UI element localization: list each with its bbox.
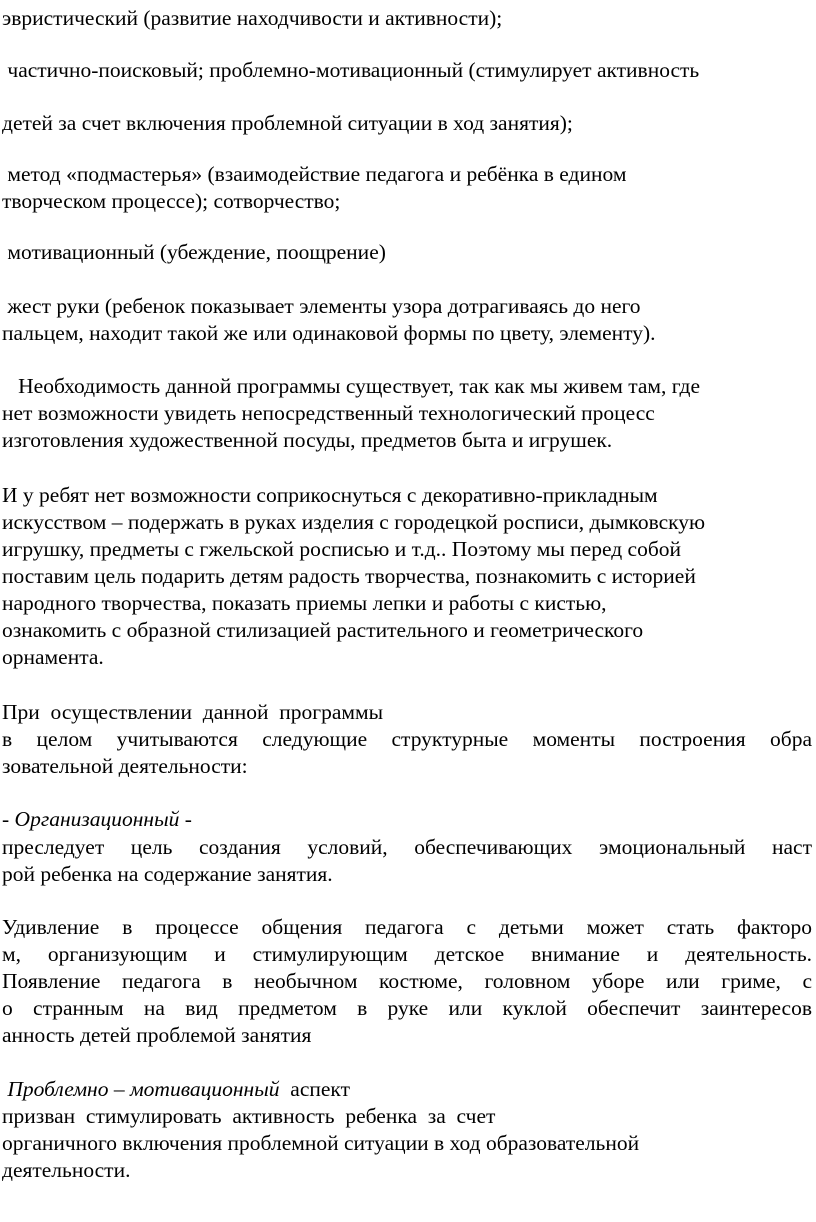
text-line: изготовления художественной посуды, предметов быта и игрушек. [2,428,613,452]
text-line: И у ребят нет возможности соприкоснуться с декоративно-прикладным [2,483,658,507]
text-line: детей за счет включения проблемной ситуации в ход занятия); [2,111,573,135]
text-line: ознакомить с образной стилизацией растительного и геометрического [2,618,644,642]
italic-heading: Проблемно – мотивационный [7,1077,280,1101]
text-line: призван стимулировать активность ребенка за счет [2,1104,496,1128]
text-line: частично-поисковый; проблемно-мотивационный (стимулирует активность [2,58,700,82]
text-line: о странным на вид предметом в руке или куклой обеспечит заинтересов [2,996,812,1020]
text-line: метод «подмастерья» (взаимодействие педагога и ребёнка в едином [2,162,627,186]
text-line: Удивление в процессе общения педагога с детьми может стать факторо [2,915,812,939]
text-line: нет возможности увидеть непосредственный технологический процесс [2,401,655,425]
text-line: рой ребенка на содержание занятия. [2,862,333,886]
text-line: творческом процессе); сотворчество; [2,189,341,213]
text-line: преследует цель создания условий, обеспечивающих эмоциональный наст [2,835,812,859]
text-line: жест руки (ребенок показывает элементы узора дотрагиваясь до него [2,294,641,318]
text-line: деятельности. [2,1158,131,1182]
text-line: народного творчества, показать приемы лепки и работы с кистью, [2,591,607,615]
text-line: искусством – подержать в руках изделия с городецкой росписи, дымковскую [2,510,706,534]
text-line: органичного включения проблемной ситуации в ход образовательной [2,1131,640,1155]
dash-prefix: - [2,807,15,831]
text-line: анность детей проблемой занятия [2,1023,312,1047]
text-line: Появление педагога в необычном костюме, головном уборе или гриме, с [2,969,812,993]
text-line: пальцем, находит такой же или одинаковой формы по цвету, элементу). [2,321,656,345]
text-line: в целом учитываются следующие структурные моменты построения обра [2,727,812,751]
text-line: Необходимость данной программы существует, так как мы живем там, где [2,374,701,398]
text-line: зовательной деятельности: [2,754,248,778]
text-line: игрушку, предметы с гжельской росписью и т.д.. Поэтому мы перед собой [2,537,682,561]
text-line: орнамента. [2,645,104,669]
text-line: При осуществлении данной программы [2,700,384,724]
text-line: поставим цель подарить детям радость творчества, познакомить с историей [2,564,696,588]
text-line: мотивационный (убеждение, поощрение) [2,240,386,264]
text-line: эвристический (развитие находчивости и активности); [2,6,503,30]
italic-heading: Организационный - [14,807,192,831]
aspect-label: аспект [279,1077,350,1101]
text-line [2,1076,812,1102]
text-line: м, организующим и стимулирующим детское внимание и деятельность. [2,942,812,966]
text-line [2,806,812,832]
